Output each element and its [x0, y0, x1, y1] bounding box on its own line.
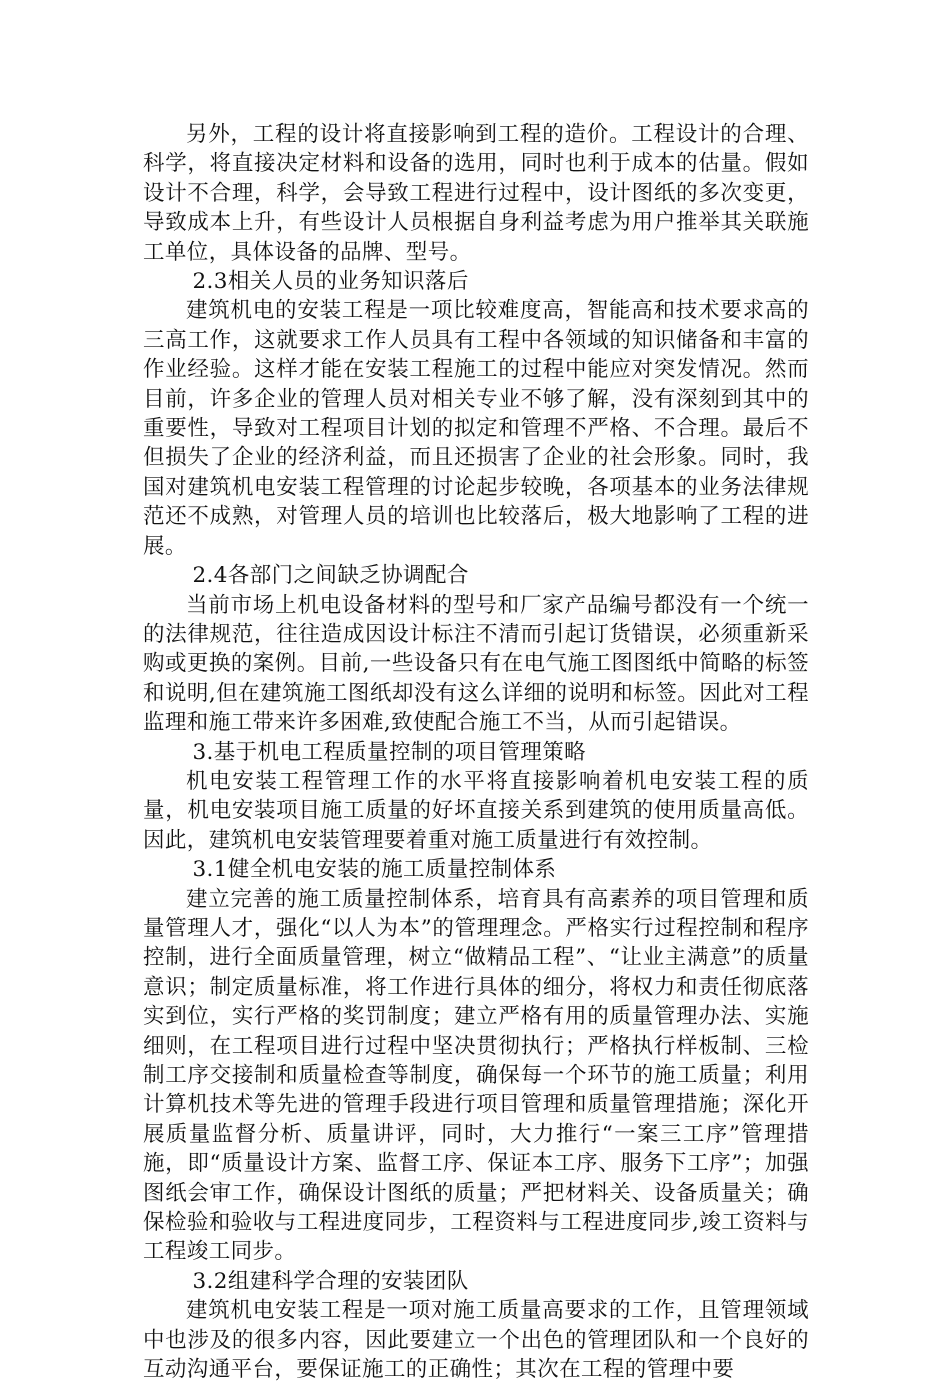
paragraph-quality-importance: 机电安装工程管理工作的水平将直接影响着机电安装工程的质量，机电安装项目施工质量的好坏直接关系到建筑的使用质量高低。因此，建筑机电安装管理要着重对施工质量进行有效控制。	[143, 768, 809, 853]
document-body	[143, 120, 809, 1384]
paragraph-quality-system: 建立完善的施工质量控制体系，培育具有高素养的项目管理和质量管理人才，强化“以人为本”的管理理念。严格实行过程控制和程序控制，进行全面质量管理，树立“做精品工程”、“让业主满意”的质量意识；制定质量标准，将工作进行具体的细分，将权力和责任彻底落实到位，实行严格的奖罚制度；建立严格有用的质量管理办法、实施细则，在工程项目进行过程中坚决贯彻执行；严格执行样板制、三检制工序交接制和质量检查等制度，确保每一个环节的施工质量；利用计算机技术等先进的管理手段进行项目管理和质量管理措施；深化开展质量监督分析、质量讲评，同时，大力推行“一案三工序”管理措施，即“质量设计方案、监督工序、保证本工序、服务下工序”；加强图纸会审工作，确保设计图纸的质量；严把材料关、设备质量关；确保检验和验收与工程进度同步，工程资料与工程进度同步,竣工资料与工程竣工同步。	[143, 886, 809, 1265]
heading-2-4: 2.4各部门之间缺乏协调配合	[192, 563, 469, 589]
heading-2-3: 2.3相关人员的业务知识落后	[192, 269, 469, 295]
heading-3: 3.基于机电工程质量控制的项目管理策略	[192, 739, 587, 765]
paragraph-install-team: 建筑机电安装工程是一项对施工质量高要求的工作，且管理领域中也涉及的很多内容，因此要建立一个出色的管理团队和一个良好的互动沟通平台，要保证施工的正确性；其次在工程的管理中要	[143, 1298, 809, 1383]
heading-3-1: 3.1健全机电安装的施工质量控制体系	[192, 857, 557, 883]
paragraph-staff-knowledge: 建筑机电的安装工程是一项比较难度高，智能高和技术要求高的三高工作，这就要求工作人员具有工程中各领域的知识储备和丰富的作业经验。这样才能在安装工程施工的过程中能应对突发情况。然而目前，许多企业的管理人员对相关专业不够了解，没有深刻到其中的重要性，导致对工程项目计划的拟定和管理不严格、不合理。最后不但损失了企业的经济利益，而且还损害了企业的社会形象。同时，我国对建筑机电安装工程管理的讨论起步较晚，各项基本的业务法律规范还不成熟，对管理人员的培训也比较落后，极大地影响了工程的进展。	[143, 298, 809, 559]
paragraph-design-cost: 另外，工程的设计将直接影响到工程的造价。工程设计的合理、科学，将直接决定材料和设备的选用，同时也利于成本的估量。假如设计不合理，科学，会导致工程进行过程中，设计图纸的多次变更，导致成本上升，有些设计人员根据自身利益考虑为用户推举其关联施工单位，具体设备的品牌、型号。	[143, 122, 809, 265]
paragraph-coordination: 当前市场上机电设备材料的型号和厂家产品编号都没有一个统一的法律规范，往往造成因设计标注不清而引起订货错误，必须重新采购或更换的案例。目前,一些设备只有在电气施工图图纸中简略的标签和说明,但在建筑施工图纸却没有这么详细的说明和标签。因此对工程监理和施工带来许多困难,致使配合施工不当，从而引起错误。	[143, 592, 809, 736]
heading-3-2: 3.2组建科学合理的安装团队	[192, 1268, 469, 1294]
